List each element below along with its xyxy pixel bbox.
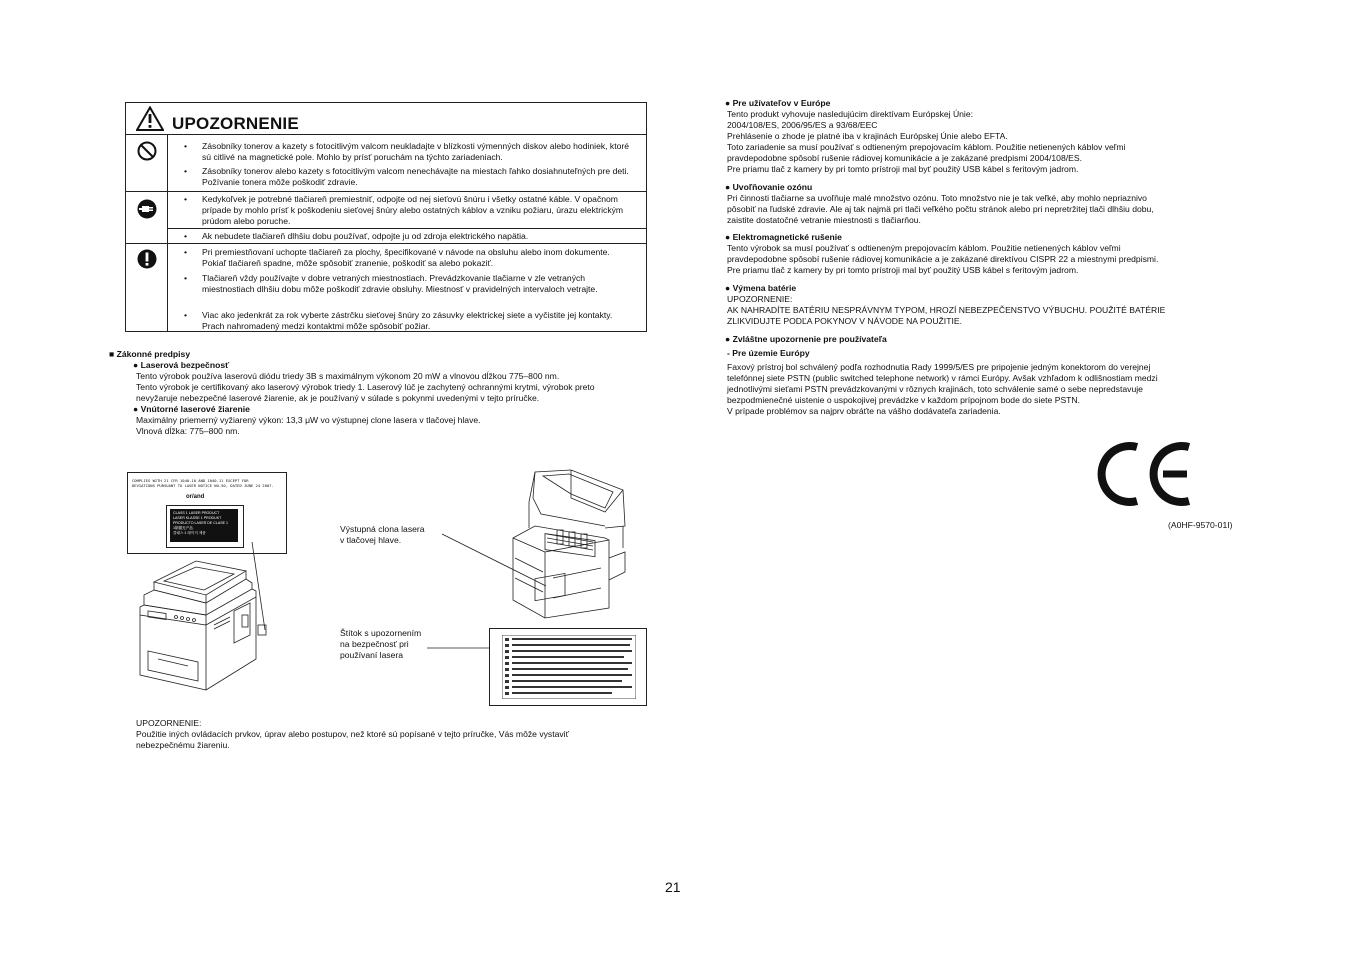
label-class-line: PRODUCTO LASER DE CLASE 1 (173, 521, 229, 525)
exclamation-icon (137, 249, 157, 274)
battery-heading: ● Výmena batérie (725, 283, 797, 293)
laser-line: Tento výrobok je certifikovaný ako laserový výrobok triedy 1. Laserový lúč je zachytený ochrannými krytmi, výrobok preto (136, 382, 595, 392)
warning-triangle-icon (136, 106, 164, 136)
label-class-line: LASER KLASSE 1 PRODUKT (173, 516, 222, 520)
europe-line: Prehlásenie o zhode je platné iba v krajinách Európskej Únie alebo EFTA. (727, 131, 1008, 141)
special-heading: ● Zvláštne upozornenie pre používateľa (725, 334, 887, 344)
warning-item: • Tlačiareň vždy používajte v dobre vetraných miestnostiach. Prevádzkovanie tlačiarne v zle vetraných miestnostiach dlhšiu dobu môže poškodiť zdravie obsluhy. Miestnosť v pravidelných intervaloch vetrajte. (184, 273, 598, 294)
special-line: V prípade problémov sa najprv obráťte na vášho dodávateľa zariadenia. (727, 406, 1001, 416)
internal-line: Maximálny priemerný vyžiarený výkon: 13,3 μW vo výstupnej clone lasera v tlačovej hlave. (136, 415, 481, 425)
europe-line: Toto zariadenie sa musí používať s odtieneným prepojovacím káblom. Použitie netienených káblov veľmi (727, 142, 1126, 152)
aperture-label: Výstupná clona lasera v tlačovej hlave. (340, 524, 425, 545)
legal-heading: ■ Zákonné predpisy (109, 349, 191, 359)
europe-line: Pre priamu tlač z kamery by pri tomto prístroji mal byť použitý USB kábel s feritovým jadrom. (727, 164, 1079, 174)
laser-line: Tento výrobok používa laserovú diódu triedy 3B s maximálnym výkonom 20 mW a vlnovou dĺžkou 775–800 nm. (136, 371, 560, 381)
warning-row-prohibited (126, 134, 646, 192)
laser-safety-heading: ● Laserová bezpečnosť (133, 360, 230, 370)
warning-item: • Viac ako jedenkrát za rok vyberte zástrčku sieťovej šnúry zo zásuvky elektrickej siete a vyčistite jej kontakty. Prach nahromadený medzi kontaktmi môže spôsobiť požiar. (184, 310, 613, 331)
emc-line: pravdepodobne spôsobí rušenie rádiovej komunikácie a je zakázané direktívou CISPR 22 a miestnymi predpismi. (727, 254, 1159, 264)
unplug-icon (137, 199, 157, 224)
warning-item: • Kedykoľvek je potrebné tlačiareň premiestniť, odpojte od nej sieťovú šnúru i všetky ostatné káble. V opačnom prípade by mohlo prísť k poškodeniu sieťovej šnúry alebo ostatných káblov a vzniku požiaru, úrazu elektrickým prúdom alebo poruche. (184, 194, 624, 226)
prohibited-icon (137, 141, 157, 166)
emc-line: Pre priamu tlač z kamery by pri tomto prístroji mal byť použitý USB kábel s feritovým jadrom. (727, 265, 1079, 275)
special-line: jednotlivými sieťami PSTN prevádzkovanými v rôznych krajinách, toto schválenie samé o sebe nepredstavuje (727, 384, 1143, 394)
special-subheading: - Pre územie Európy (727, 348, 810, 358)
special-line: Faxový prístroj bol schválený podľa rozhodnutia Rady 1999/5/ES pre pripojenie jedným konektorom do verejnej (727, 362, 1151, 372)
ozone-line: pôsobiť na ľudské zdravie. Ale aj tak najmä pri tlači veľkého počtu stránok alebo pri nepretržitej tlači dlhšiu dobu, (727, 204, 1154, 214)
page-number: 21 (665, 879, 681, 895)
battery-line: AK NAHRADÍTE BATÉRIU NESPRÁVNYM TYPOM, HROZÍ NEBEZPEČENSTVO VÝBUCHU. POUŽITÉ BATÉRIE (727, 305, 1166, 315)
caution-note-line: nebezpečnému žiareniu. (136, 740, 230, 750)
europe-line: 2004/108/ES, 2006/95/ES a 93/68/EEC (727, 120, 878, 130)
ce-mark-icon (1093, 438, 1193, 510)
caution-note-line: Použitie iných ovládacích prvkov, úprav alebo postupov, než ktoré sú popísané v tejto príručke, Vás môže vystaviť (136, 729, 569, 739)
battery-line: ZLIKVIDUJTE PODĽA POKYNOV V NÁVODE NA POUŽITIE. (727, 316, 962, 326)
label-class-line: 클래스 1 레이저 제품 (173, 531, 206, 535)
europe-line: pravdepodobne spôsobí rušenie rádiovej komunikácie a je zakázané predpismi 2004/108/ES. (727, 153, 1082, 163)
battery-line: UPOZORNENIE: (727, 294, 793, 304)
warning-box (125, 102, 647, 332)
special-line: bezpodmienečné uistenie o uspokojivej prevádzke v každom prípojnom bode do siete PSTN. (727, 395, 1081, 405)
label-line: DEVIATIONS PURSUANT TO LASER NOTICE NO.50, DATED JUNE 24 2007. (132, 483, 274, 488)
warning-item: • Zásobníky tonerov a kazety s fotocitlivým valcom neukladajte v blízkosti výmenných diskov alebo hodiniek, ktoré sú citlivé na magnetické pole. Mohlo by prísť poruchám na týchto zariadeniach. (184, 141, 630, 162)
label-class-line: 1類激光产品 (173, 526, 193, 530)
warning-title: UPOZORNENIE (172, 114, 299, 133)
label-or: or/and (186, 494, 205, 500)
ozone-line: zaistite dostatočné vetranie miestnosti s tlačiarňou. (727, 215, 921, 225)
europe-heading: ● Pre užívateľov v Európe (725, 98, 831, 108)
laser-line: nevyžaruje nebezpečné laserové žiarenie, ak je používaný v súlade s pokynmi uvedenými v tejto príručke. (136, 393, 540, 403)
ce-code: (A0HF-9570-01I) (1168, 520, 1233, 530)
caution-label-callout: Štítok s upozornením na bezpečnosť pri používaní lasera (340, 628, 422, 660)
label-class-line: CLASS 1 LASER PRODUCT (173, 511, 220, 515)
caution-label-sticker (489, 628, 647, 706)
ozone-heading: ● Uvoľňovanie ozónu (725, 182, 813, 192)
emc-heading: ● Elektromagnetické rušenie (725, 232, 842, 242)
warning-item: • Pri premiestňovaní uchopte tlačiareň za plochy, špecifikované v návode na obsluhu alebo inom dokumente. Pokiaľ tlačiareň spadne, môže spôsobiť zranenie, poškodiť sa alebo pokaziť. (184, 247, 610, 268)
special-line: telefónnej siete PSTN (public switched telephone network) v rámci Európy. Avšak vzhľadom k odlišnostiam medzi (727, 373, 1158, 383)
ozone-line: Pri činnosti tlačiarne sa uvoľňuje malé množstvo ozónu. Toto množstvo nie je tak veľké, aby mohlo nepriaznivo (727, 193, 1147, 203)
warning-row-unplug (126, 191, 646, 244)
label-line: COMPLIES WITH 21 CFR 1040.10 AND 1040.11 EXCEPT FOR (132, 478, 249, 483)
emc-line: Tento výrobok sa musí používať s odtieneným prepojovacím káblom. Použitie netienených káblov veľmi (727, 243, 1121, 253)
internal-line: Vlnová dĺžka: 775–800 nm. (136, 426, 240, 436)
europe-line: Tento produkt vyhovuje nasledujúcim direktívam Európskej Únie: (727, 109, 973, 119)
warning-item: • Ak nebudete tlačiareň dlhšiu dobu používať, odpojte ju od zdroja elektrického napätia. (184, 231, 529, 241)
warning-item: • Zásobníky tonerov alebo kazety s fotocitlivým valcom nenechávajte na miestach ľahko dosiahnuteľných pre deti. Požívanie tonera môže poškodiť zdravie. (184, 166, 629, 187)
caution-note-title: UPOZORNENIE: (136, 718, 202, 728)
warning-header (126, 103, 646, 135)
warning-row-exclamation (126, 243, 646, 332)
internal-laser-heading: ● Vnútorné laserové žiarenie (133, 404, 250, 414)
